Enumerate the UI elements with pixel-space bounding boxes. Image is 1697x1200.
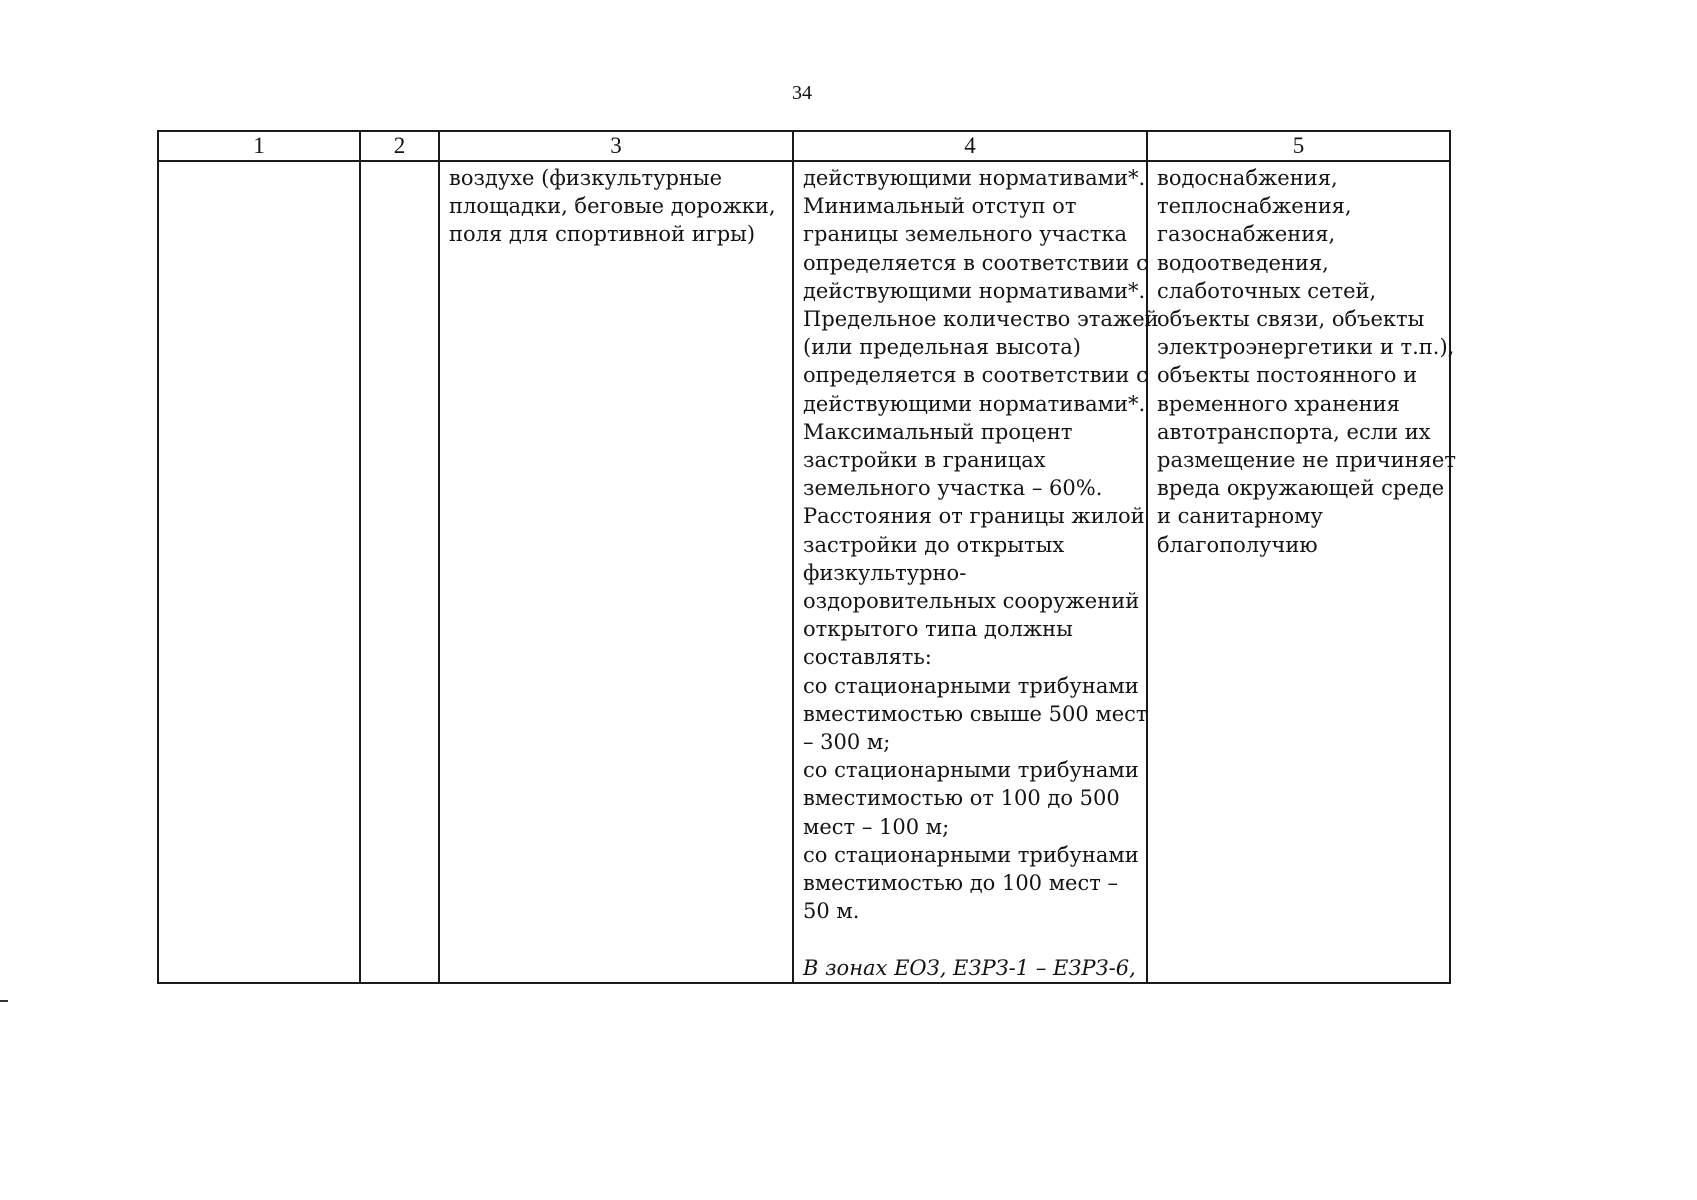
- cell-text-line: объекты постоянного и: [1157, 363, 1418, 388]
- cell-text-line: со стационарными трибунами: [803, 842, 1139, 867]
- table-cell-col4: [793, 161, 1159, 983]
- cell-text-line: временного хранения: [1157, 391, 1400, 416]
- cell-text-line: 50 м.: [803, 899, 860, 924]
- cell-text-line: земельного участка – 60%.: [803, 476, 1103, 501]
- cell-text-line: Максимальный процент: [803, 419, 1073, 444]
- table-cell-col5: [1147, 161, 1456, 983]
- cell-text-line: слаботочных сетей,: [1157, 278, 1377, 303]
- column-header-2: 2: [360, 131, 439, 161]
- cell-text-line: открытого типа должны: [803, 617, 1073, 642]
- cell-text-line: со стационарными трибунами: [803, 673, 1139, 698]
- cell-text-line: оздоровительных сооружений: [803, 589, 1140, 614]
- cell-text-line: В зонах ЕОЗ, ЕЗРЗ-1 – ЕЗРЗ-6,: [803, 955, 1136, 980]
- cell-text-line: определяется в соответствии с: [803, 363, 1148, 388]
- cell-text-line: определяется в соответствии с: [803, 250, 1148, 275]
- cell-text-line: застройки в границах: [803, 448, 1046, 473]
- column-header-4: 4: [793, 131, 1147, 161]
- cell-text-line: воздухе (физкультурные: [449, 166, 723, 190]
- cell-text-line: и санитарному: [1157, 504, 1323, 529]
- cell-text-line: вместимостью свыше 500 мест: [803, 701, 1148, 726]
- cell-text-line: со стационарными трибунами: [803, 758, 1139, 783]
- cell-text-line: действующими нормативами*.: [803, 391, 1146, 416]
- regulations-table: [157, 130, 1456, 984]
- cell-text-line: вместимостью от 100 до 500: [803, 786, 1120, 811]
- cell-text-line: вместимостью до 100 мест –: [803, 871, 1119, 896]
- cell-text-line: вреда окружающей среде: [1157, 476, 1445, 501]
- page-number: 34: [792, 82, 812, 104]
- table-header-row: [158, 131, 1450, 161]
- cell-text-line: поля для спортивной игры): [449, 222, 756, 247]
- cell-text-line: физкультурно-: [803, 560, 967, 585]
- cell-text-line: – 300 м;: [803, 730, 891, 755]
- column-header-1: 1: [158, 131, 360, 161]
- cell-text-line: действующими нормативами*.: [803, 166, 1146, 190]
- cell-text-line: газоснабжения,: [1157, 222, 1336, 247]
- table-cell-col3: [439, 161, 793, 983]
- cell-text-line: Предельное количество этажей: [803, 307, 1159, 332]
- cell-text-line: площадки, беговые дорожки,: [449, 194, 776, 219]
- table-row: [158, 161, 1450, 983]
- cell-text-line: водоснабжения,: [1157, 166, 1338, 190]
- cell-text-line: размещение не причиняет: [1157, 448, 1456, 473]
- table-cell-col2: [360, 161, 439, 983]
- cell-text-line: Минимальный отступ от: [803, 194, 1077, 219]
- cell-text-line: объекты связи, объекты: [1157, 307, 1425, 332]
- cell-text-line: благополучию: [1157, 532, 1318, 557]
- table-cell-col1: [158, 161, 360, 983]
- cell-text-line: [803, 925, 1138, 953]
- cell-text-line: Расстояния от границы жилой: [803, 504, 1145, 529]
- cell-text-line: (или предельная высота): [803, 335, 1081, 360]
- cell-text-line: теплоснабжения,: [1157, 194, 1352, 219]
- cell-text-line: мест – 100 м;: [803, 814, 950, 839]
- cell-text-line: водоотведения,: [1157, 250, 1329, 275]
- scan-edge-mark: [0, 1000, 8, 1002]
- column-header-5: 5: [1147, 131, 1450, 161]
- cell-text-line: автотранспорта, если их: [1157, 419, 1431, 444]
- cell-text-line: электроэнергетики и т.п.),: [1157, 335, 1455, 360]
- cell-text-line: составлять:: [803, 645, 932, 670]
- cell-text-line: действующими нормативами*.: [803, 278, 1146, 303]
- cell-text-line: застройки до открытых: [803, 532, 1065, 557]
- cell-text-line: границы земельного участка: [803, 222, 1128, 247]
- column-header-3: 3: [439, 131, 793, 161]
